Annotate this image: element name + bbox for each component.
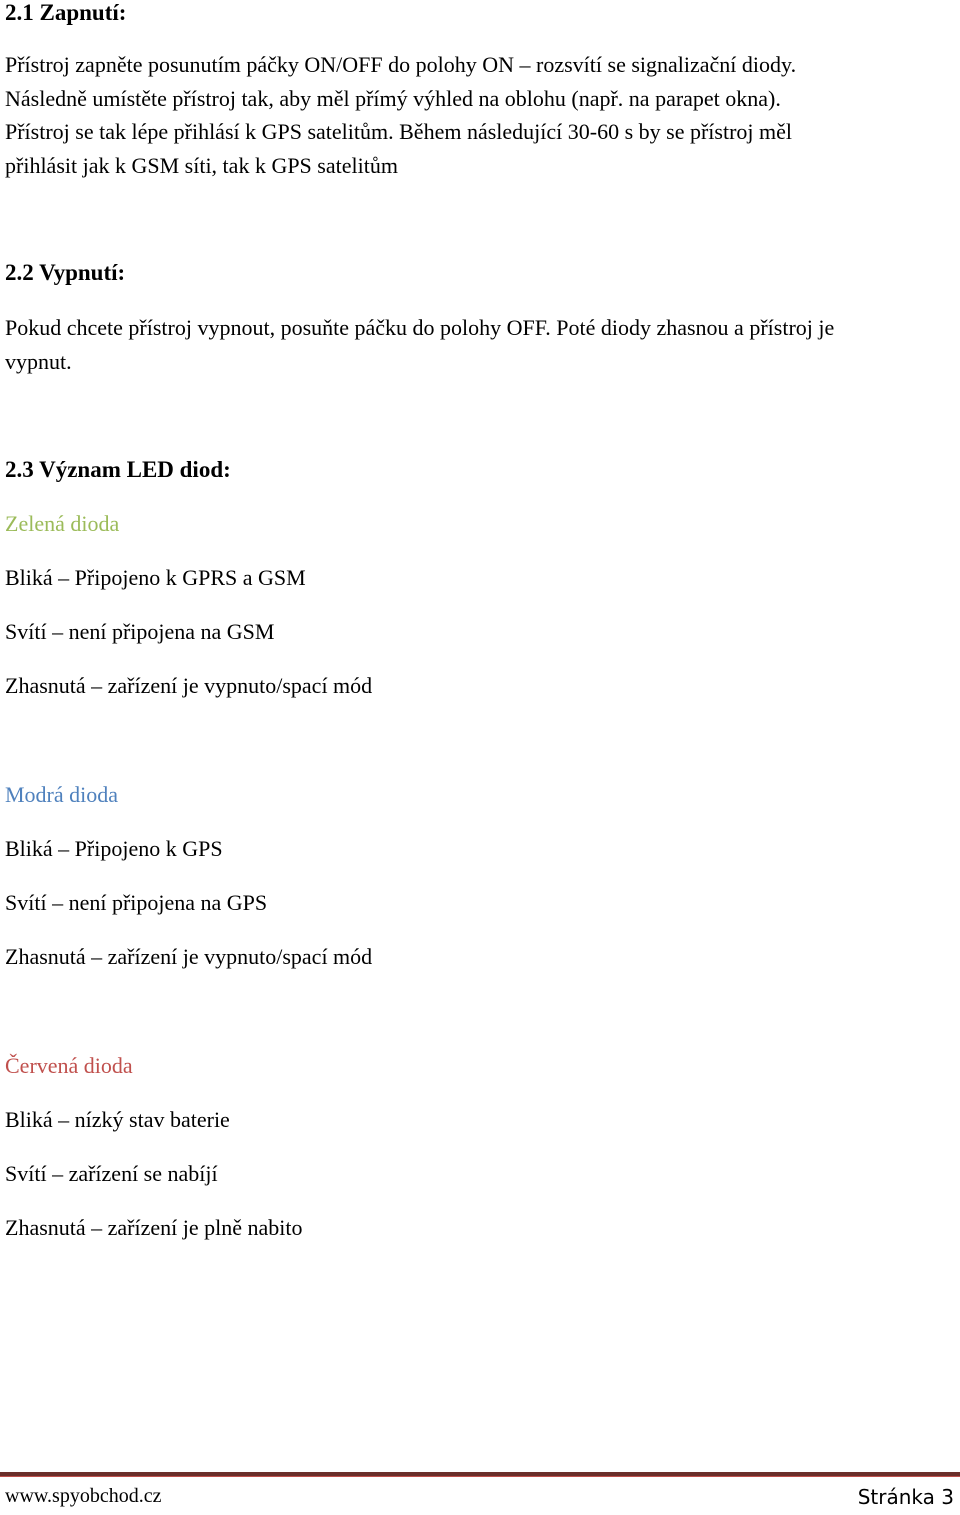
section-heading-vyznam-led: 2.3 Význam LED diod: [5,457,231,482]
red-led-item: Bliká – nízký stav baterie [5,1107,230,1132]
blue-led-item: Bliká – Připojeno k GPS [5,836,223,861]
paragraph-line: přihlásit jak k GSM síti, tak k GPS satelitům [5,153,398,178]
red-led-title: Červená dioda [5,1053,133,1078]
blue-led-item: Zhasnutá – zařízení je vypnuto/spací mód [5,944,373,969]
red-led-item: Svítí – zařízení se nabíjí [5,1161,218,1186]
paragraph-line: Přístroj se tak lépe přihlásí k GPS satelitům. Během následující 30-60 s by se přístroj měl [5,119,793,144]
paragraph-line: Následně umístěte přístroj tak, aby měl přímý výhled na oblohu (např. na parapet okna). [5,86,781,111]
green-led-item: Svítí – není připojena na GSM [5,619,275,644]
green-led-item: Bliká – Připojeno k GPRS a GSM [5,565,306,590]
paragraph-line: vypnut. [5,349,72,374]
green-led-title: Zelená dioda [5,511,120,536]
section-heading-zapnuti: 2.1 Zapnutí: [5,0,127,25]
red-led-item: Zhasnutá – zařízení je plně nabito [5,1215,303,1240]
paragraph-line: Pokud chcete přístroj vypnout, posuňte páčku do polohy OFF. Poté diody zhasnou a přístroj je [5,315,835,340]
footer-divider [0,1472,960,1477]
paragraph-line: Přístroj zapněte posunutím páčky ON/OFF do polohy ON – rozsvítí se signalizační diody. [5,52,797,77]
green-led-item: Zhasnutá – zařízení je vypnuto/spací mód [5,673,373,698]
blue-led-title: Modrá dioda [5,782,119,807]
footer-page-number: Stránka 3 [857,1485,954,1509]
section-heading-vypnuti: 2.2 Vypnutí: [5,260,126,285]
footer-website-link[interactable]: www.spyobchod.cz [5,1485,162,1507]
blue-led-item: Svítí – není připojena na GPS [5,890,268,915]
